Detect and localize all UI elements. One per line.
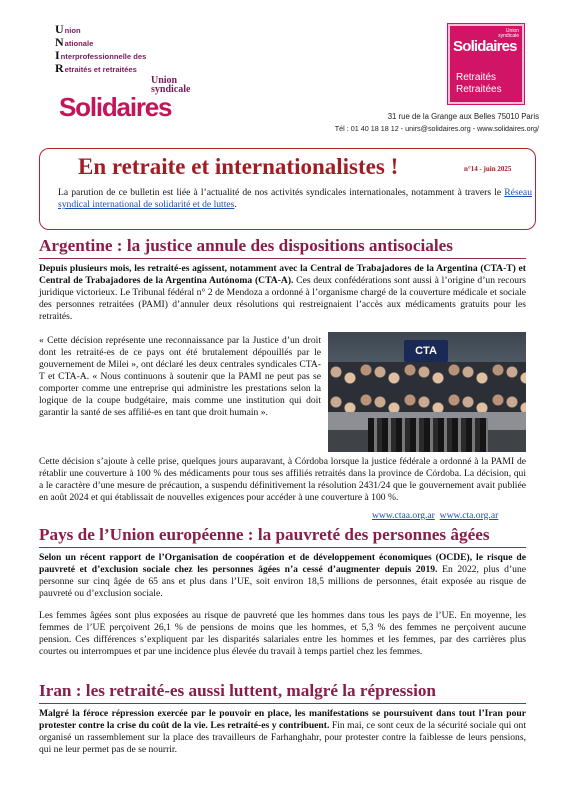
argentine-paragraph-3: Cette décision s’ajoute à celle prise, quelques jours auparavant, à Córdoba lorsque la justice fédérale a ordonné à la PAMI de rétablir une couverture à 100 % des médicaments pour tous ses affiliés retraités dans la province de Córdoba. La décision, qui a le caractère d’une mesure de précaution, a suspendu définitivement la résolution 2431/24 que le gouvernement avait publiée en août 2024 et qui établissait de nouvelles exigences pour accéder à une couverture à 100 %.	[39, 456, 526, 503]
cta-link[interactable]: www.cta.org.ar	[439, 510, 499, 521]
logo-line-union: Union	[55, 22, 81, 36]
cta-sign: CTA	[404, 340, 448, 362]
logo-line-retraites: Retraités et retraitées	[55, 61, 137, 75]
logo-right-retraitees: Retraitées	[456, 84, 502, 95]
logo-union-word: Union	[151, 75, 178, 86]
reseau-syndical-link[interactable]: Réseau syndical international de solidarité et de luttes	[58, 187, 532, 210]
logo-line-interpro: Interprofessionnelle des	[55, 48, 147, 62]
unirs-logo	[55, 22, 225, 122]
section-divider	[39, 547, 526, 548]
logo-line-nationale: Nationale	[55, 35, 94, 49]
bulletin-title: En retraite et internationalistes !	[78, 154, 399, 179]
issue-number: n°14 - juin 2025	[464, 165, 512, 173]
iran-paragraph-1: Malgré la féroce répression exercée par le pouvoir en place, les manifestations se poursuivent dans tout l’Iran pour protester contre la crise du coût de la vie. Les retraité-es y contribuent. Fin mai, ce sont ceux de la sécurité sociale qui ont organisé un rassemblement sur la place des travailleurs de Farhanghahr, pour protester contre la faiblesse de leurs pensions, qui ne leur permet pas de se nourrir.	[39, 708, 526, 755]
postal-address: 31 rue de la Grange aux Belles 75010 Paris	[387, 112, 539, 121]
logo-solidaires-word: Solidaires	[59, 92, 172, 122]
ue-paragraph-2: Les femmes âgées sont plus exposées au risque de pauvreté que les hommes dans tous les pays de l’UE. En moyenne, les femmes de l’UE perçoivent 26,1 % de pensions de moins que les hommes, et 5,3 % des femmes ne perçoivent aucune pension. Ces différences s’expliquent par les disparités salariales entre les hommes et les femmes, par des carrières plus courtes ou interrompues et par une incidence plus élevée du travail à temps partiel chez les femmes.	[39, 610, 526, 657]
bulletin-intro: La parution de ce bulletin est liée à l’actualité de nos activités syndicales internationales, notamment à travers le Réseau syndical international de solidarité et de luttes.	[58, 187, 532, 210]
bulletin-title-box	[39, 148, 536, 230]
section-title-iran: Iran : les retraité-es aussi luttent, malgré la répression	[39, 681, 436, 700]
section-divider	[39, 703, 526, 704]
argentine-links	[372, 510, 498, 521]
argentine-press-conference-photo	[328, 332, 526, 452]
logo-right-union-syndicale: Union syndicale	[498, 28, 519, 39]
ctaa-link[interactable]: www.ctaa.org.ar	[372, 510, 435, 521]
section-title-argentine: Argentine : la justice annule des dispositions antisociales	[39, 236, 453, 255]
section-title-ue: Pays de l’Union européenne : la pauvreté des personnes âgées	[39, 525, 490, 544]
argentine-quote: « Cette décision représente une reconnaissance par la Justice d’un droit dont les retraité-es de ce pays ont été brutalement dépouillés par le gouvernement de Milei », ont déclaré les deux centrales syndicales CTA-T et CTA-A. « Nous continuons à soutenir que la PAMI ne peut pas se comporter comme une entreprise qui administre les prestations selon la logique de la coupe budgétaire, mais comme une institution qui doit garantir la santé de ses affilié-es en tant que droit humain ».	[39, 335, 321, 418]
argentine-paragraph-1: Depuis plusieurs mois, les retraité-es agissent, notamment avec la Central de Trabajadores de la Argentina (CTA-T) et Central de Trabajadores de la Argentina Autónoma (CTA-A). Ces deux confédérations sont aussi à l’origine d’un recours juridique victorieux. Le Tribunal fédéral n° 2 de Mendoza a ordonné à l’organisme chargé de la couverture médicale et sociale des personnes retraitées (PAMI) d’annuler deux résolutions qui restreignaient l’accès aux médicaments gratuits pour les retraités.	[39, 263, 527, 322]
contact-line: Tél : 01 40 18 18 12 - unirs@solidaires.org - www.solidaires.org/	[334, 124, 539, 133]
solidaires-retraites-logo	[448, 24, 524, 104]
ue-paragraph-1: Selon un récent rapport de l’Organisation de coopération et de développement économiques (OCDE), le risque de pauvreté et d’exclusion sociale chez les personnes âgées n’a cessé d’augmenter depuis 2019. En 2022, plus d’une personne sur cinq âgée de 65 ans et plus dans l’UE, soit environ 18,5 millions de personnes, était exposée au risque de pauvreté ou d’exclusion sociale.	[39, 552, 526, 599]
logo-syndicale-word: syndicale	[151, 84, 191, 95]
logo-right-retraites: Retraités	[456, 72, 497, 83]
section-divider	[39, 258, 526, 259]
logo-right-brand: Solidaires	[453, 38, 517, 55]
contact-address	[335, 112, 539, 133]
